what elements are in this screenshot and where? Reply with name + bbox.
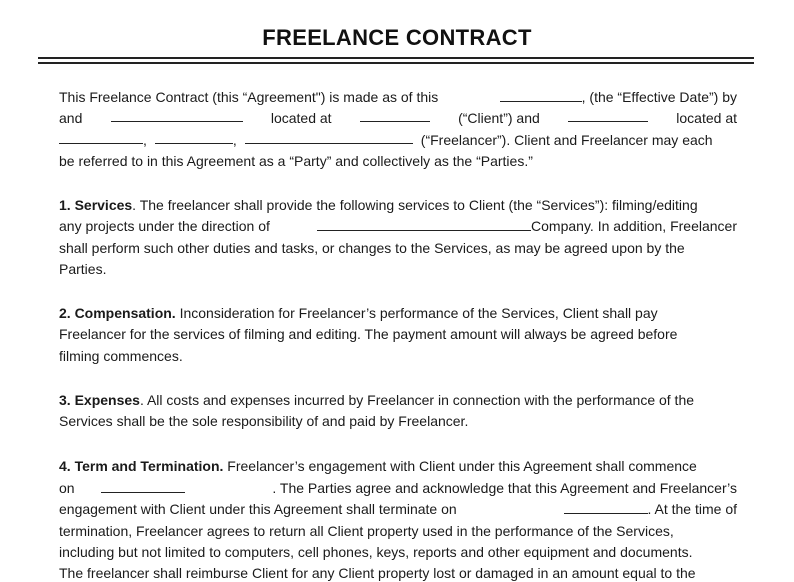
term-line-5 <box>59 541 737 563</box>
intro-text: , <box>232 132 237 148</box>
services-text: shall perform such other duties and tasks, or changes to the Services, as may be agreed upon by the <box>59 240 685 256</box>
company-blank <box>317 216 531 231</box>
term-heading: 4. Term and Termination. <box>59 458 224 474</box>
address-blank-2 <box>155 129 233 144</box>
term-text: . The Parties agree and acknowledge that this Agreement and Freelancer’s <box>272 480 737 496</box>
address-blank-1 <box>59 129 143 144</box>
term-text: engagement with Client under this Agreement shall terminate on <box>59 501 457 517</box>
services-line-1 <box>59 194 737 216</box>
intro-line-1 <box>59 86 737 108</box>
client-name-blank <box>111 107 243 122</box>
term-line-1 <box>59 455 737 477</box>
intro-line-4 <box>59 150 737 172</box>
term-text: on <box>59 480 75 496</box>
expenses-line-1 <box>59 389 737 411</box>
title-rule-top <box>38 57 754 59</box>
intro-text: be referred to in this Agreement as a “Party” and collectively as the “Parties.” <box>59 153 533 169</box>
date-blank <box>500 87 582 102</box>
services-line-4 <box>59 258 737 280</box>
term-text: Freelancer’s engagement with Client under this Agreement shall commence <box>223 458 697 474</box>
intro-line-2 <box>59 107 737 129</box>
services-line-2 <box>59 215 737 237</box>
compensation-line-3 <box>59 345 737 367</box>
intro-text: This Freelance Contract (this “Agreement") is made as of this <box>59 89 439 105</box>
intro-text: located at <box>270 110 332 126</box>
term-text: including but not limited to computers, cell phones, keys, reports and other equipment and documents. <box>59 544 693 560</box>
services-text: Parties. <box>59 261 107 277</box>
intro-text: and <box>59 110 83 126</box>
services-text: Company. In addition, Freelancer <box>531 218 737 234</box>
term-text: The freelancer shall reimburse Client for any Client property lost or damaged in an amount equal to the <box>59 565 696 581</box>
term-text: . At the time of <box>647 501 737 517</box>
compensation-heading: 2. Compensation. <box>59 305 176 321</box>
term-line-2 <box>59 477 737 499</box>
intro-text: (“Client”) and <box>458 110 540 126</box>
intro-text: , (the “Effective Date”) by <box>581 89 737 105</box>
compensation-line-2 <box>59 323 737 345</box>
client-address-blank <box>360 107 430 122</box>
intro-text: , <box>143 132 147 148</box>
intro-text: (“Freelancer”). Client and Freelancer may each <box>420 132 713 148</box>
document-title: FREELANCE CONTRACT <box>262 25 532 50</box>
term-line-4 <box>59 520 737 542</box>
services-text: . The freelancer shall provide the following services to Client (the “Services”): filming/editing <box>132 197 698 213</box>
expenses-line-2 <box>59 410 737 432</box>
expenses-text: Services shall be the sole responsibility of and paid by Freelancer. <box>59 413 469 429</box>
freelancer-name-blank <box>568 107 648 122</box>
address-blank-3 <box>245 129 413 144</box>
title-rule-bottom <box>38 62 754 64</box>
compensation-text: Inconsideration for Freelancer’s performance of the Services, Client shall pay <box>175 305 658 321</box>
compensation-line-1 <box>59 302 737 324</box>
services-text: any projects under the direction of <box>59 218 270 234</box>
end-date-blank <box>564 499 648 514</box>
start-date-blank <box>101 478 185 493</box>
intro-line-3 <box>59 129 737 151</box>
services-heading: 1. Services <box>59 197 133 213</box>
services-line-3 <box>59 237 737 259</box>
term-text: termination, Freelancer agrees to return all Client property used in the performance of the Services, <box>59 523 674 539</box>
term-line-6 <box>59 562 737 582</box>
intro-text: located at <box>676 110 737 126</box>
compensation-text: Freelancer for the services of filming and editing. The payment amount will always be agreed before <box>59 326 678 342</box>
compensation-text: filming commences. <box>59 348 183 364</box>
term-line-3 <box>59 498 737 520</box>
expenses-heading: 3. Expenses <box>59 392 140 408</box>
expenses-text: . All costs and expenses incurred by Freelancer in connection with the performance of the <box>139 392 695 408</box>
